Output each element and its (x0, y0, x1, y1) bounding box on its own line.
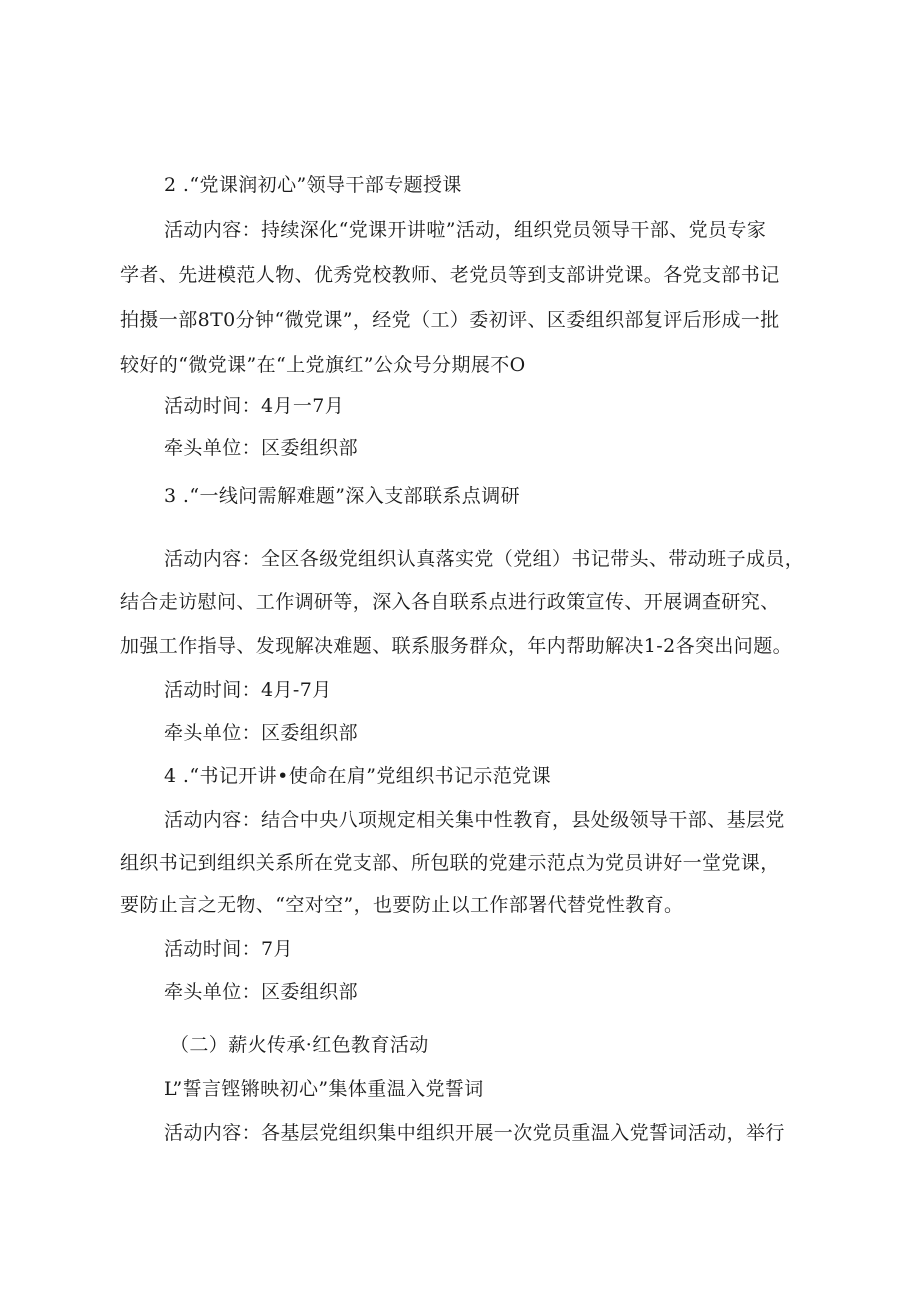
item-3-content-line-2: 结合走访慰问、工作调研等，深入各自联系点进行政策宣传、开展调查研究、 (120, 591, 780, 613)
item-3-time: 活动时间：4月-7月 (164, 679, 332, 701)
item-2-content-line-1: 活动内容：持续深化“党课开讲啦”活动，组织党员领导干部、党员专家 (164, 219, 767, 241)
item-2-content-line-4: 较好的“微党课”在“上党旗红”公众号分期展不O (120, 354, 526, 376)
item-3-lead-unit: 牵头单位：区委组织部 (164, 722, 359, 744)
item-2-time: 活动时间：4月一7月 (164, 395, 345, 417)
item-4-content-line-1: 活动内容：结合中央八项规定相关集中性教育，县处级领导干部、基层党 (164, 809, 785, 831)
item-2-content-line-3: 拍摄一部8T0分钟“微党课”，经党（工）委初评、区委组织部复评后形成一批 (120, 309, 780, 331)
item-4-content-line-3: 要防止言之无物、“空对空”，也要防止以工作部署代替党性教育。 (120, 894, 684, 916)
item-3-content-line-1: 活动内容：全区各级党组织认真落实党（党组）书记带头、带动班子成员， (164, 548, 805, 570)
item-4-heading: 4 .“书记开讲•使命在肩”党组织书记示范党课 (164, 765, 552, 787)
section-2-title: （二）薪火传承·红色教育活动 (170, 1034, 429, 1056)
item-2-lead-unit: 牵头单位：区委组织部 (164, 437, 359, 459)
item-3-heading: 3 .“一线问需解难题”深入支部联系点调研 (164, 485, 520, 507)
section-2-item-1-content-line-1: 活动内容：各基层党组织集中组织开展一次党员重温入党誓词活动，举行 (164, 1122, 785, 1144)
item-4-content-line-2: 组织书记到组织关系所在党支部、所包联的党建示范点为党员讲好一堂党课， (120, 852, 780, 874)
item-3-content-line-3: 加强工作指导、发现解决难题、联系服务群众，年内帮助解决1-2各突出问题。 (120, 635, 792, 657)
item-4-time: 活动时间：7月 (164, 938, 293, 960)
item-4-lead-unit: 牵头单位：区委组织部 (164, 981, 359, 1003)
section-2-item-1-heading: L”誓言铿锵映初心”集体重温入党誓词 (164, 1078, 484, 1100)
item-2-heading: 2 .“党课润初心”领导干部专题授课 (164, 174, 462, 196)
item-2-content-line-2: 学者、先进模范人物、优秀党校教师、老党员等到支部讲党课。各党支部书记 (120, 264, 780, 286)
